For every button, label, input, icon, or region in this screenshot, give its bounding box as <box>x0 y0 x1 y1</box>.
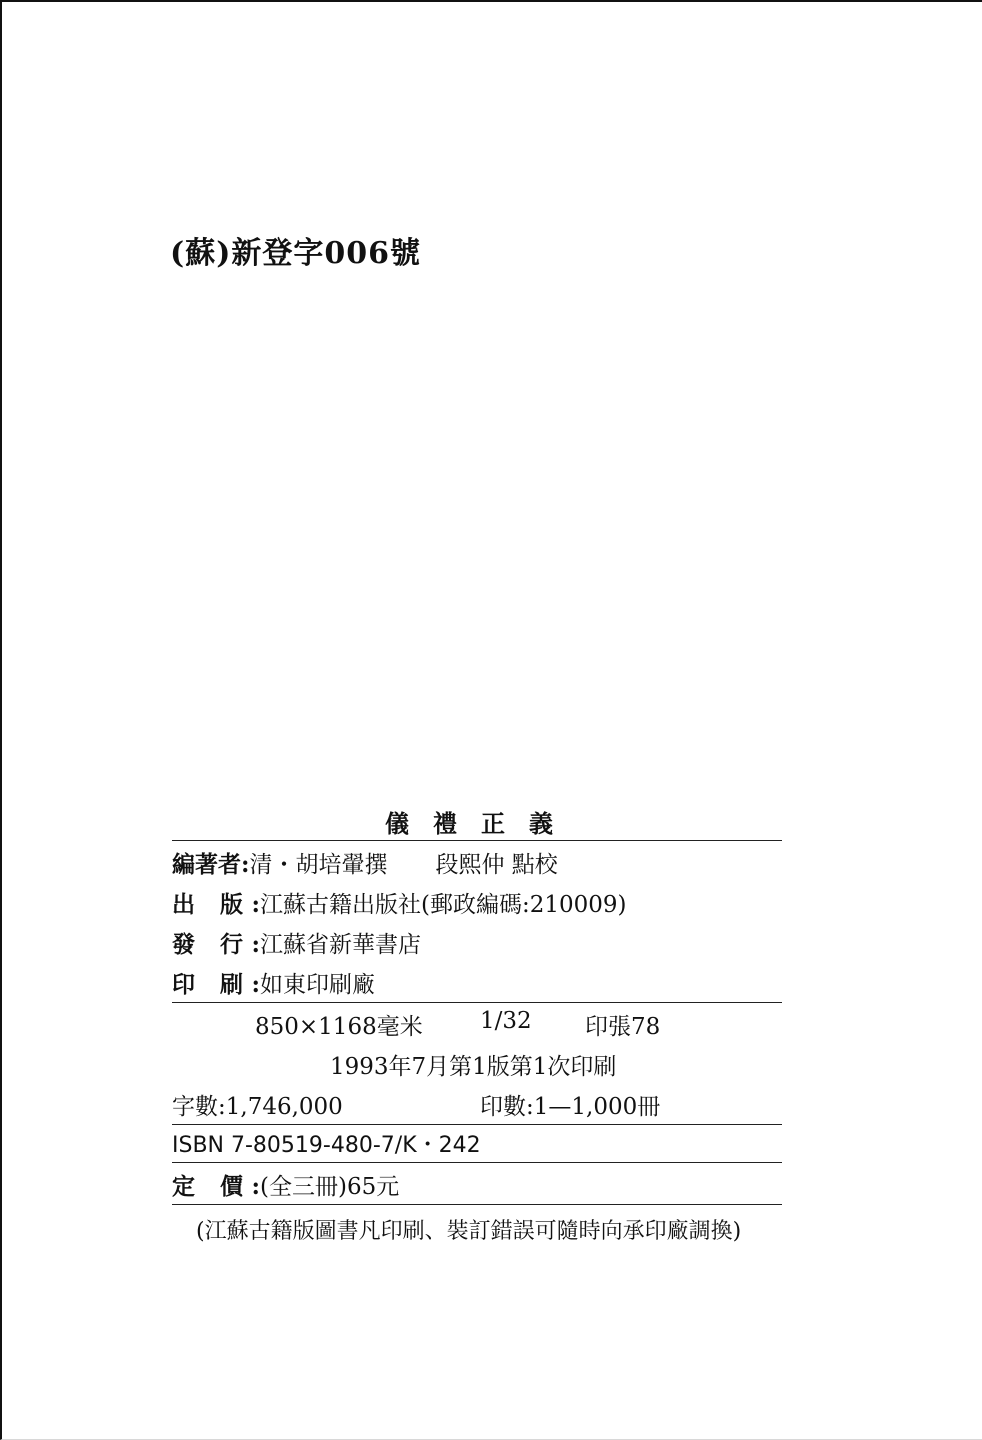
distributor-row <box>172 926 421 959</box>
editor-value: 段熙仲 點校 <box>435 852 558 878</box>
author-value: 清・胡培翬撰 <box>249 852 388 878</box>
printer-row <box>172 966 375 999</box>
publisher-value: 江蘇古籍出版社(郵政編碼:210009) <box>260 892 627 918</box>
author-row <box>172 846 558 879</box>
replacement-note: (江蘇古籍版圖書凡印刷、裝訂錯誤可隨時向承印廠調換) <box>196 1219 742 1244</box>
price-value: (全三冊)65元 <box>260 1174 400 1200</box>
rule-top <box>172 840 782 841</box>
format-sheets: 印張78 <box>585 1014 661 1040</box>
print-run: 印數:1—1,000冊 <box>480 1094 661 1120</box>
format-fold: 1/32 <box>480 1008 532 1034</box>
publisher-label: 出 版: <box>172 891 260 918</box>
rule-isbn-top <box>172 1124 782 1125</box>
printer-label: 印 刷: <box>172 971 260 998</box>
rule-bottom <box>172 1204 782 1205</box>
printer-value: 如東印刷廠 <box>260 972 375 998</box>
author-label: 編著者: <box>172 851 250 878</box>
rule-isbn-bottom <box>172 1162 782 1163</box>
word-count: 字數:1,746,000 <box>172 1094 343 1120</box>
registration-number: (蘇)新登字006號 <box>170 236 422 271</box>
distributor-value: 江蘇省新華書店 <box>260 932 421 958</box>
distributor-label: 發 行: <box>172 931 260 958</box>
format-size: 850×1168毫米 <box>255 1014 423 1040</box>
edition-info: 1993年7月第1版第1次印刷 <box>330 1054 617 1080</box>
isbn: ISBN 7-80519-480-7/K・242 <box>172 1133 481 1158</box>
price-label: 定 價: <box>172 1173 260 1200</box>
book-title: 儀禮正義 <box>385 809 577 838</box>
price-row <box>172 1168 399 1201</box>
publisher-row <box>172 886 627 919</box>
rule-middle <box>172 1002 782 1003</box>
